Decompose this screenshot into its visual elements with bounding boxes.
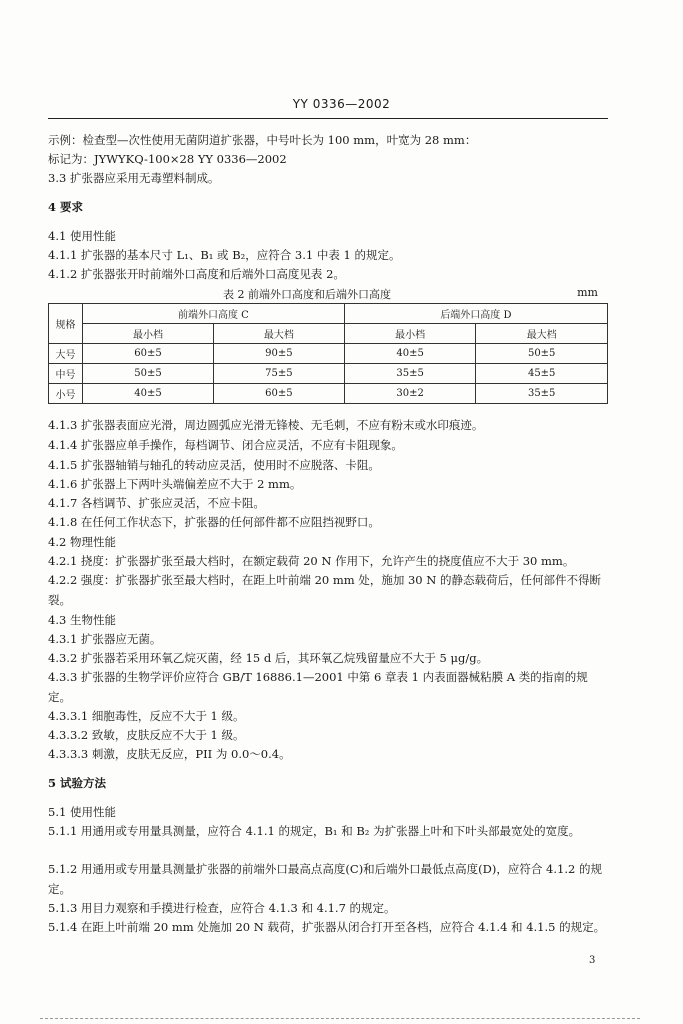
clause-5-1: 5.1 使用性能 bbox=[48, 805, 116, 819]
clause-4-2-1: 4.2.1 挠度：扩张器扩张至最大档时，在额定载荷 20 N 作用下，允许产生的挠度值应不大于 30 mm。 bbox=[48, 554, 575, 568]
table-cell: 60±5 bbox=[83, 344, 214, 364]
table-subheader: 最小档 bbox=[344, 324, 476, 344]
table-subheader: 最大档 bbox=[476, 324, 608, 344]
table-cell: 50±5 bbox=[83, 364, 214, 384]
clause-4-3-3-2: 4.3.3.2 致敏，皮肤反应不大于 1 级。 bbox=[48, 728, 245, 742]
table-subheader: 最大档 bbox=[213, 324, 344, 344]
table-cell: 40±5 bbox=[344, 344, 476, 364]
clause-4-1-4: 4.1.4 扩张器应单手操作，每档调节、闭合应灵活，不应有卡阻现象。 bbox=[48, 438, 403, 452]
standard-header: YY 0336—2002 bbox=[292, 97, 391, 111]
clause-4-1-8: 4.1.8 在任何工作状态下，扩张器的任何部件都不应阻挡视野口。 bbox=[48, 515, 380, 529]
table-cell: 30±2 bbox=[344, 384, 476, 404]
clause-4-2-2: 4.2.2 强度：扩张器扩张至最大档时，在距上叶前端 20 mm 处，施加 30 N 的静态载荷后，任何部件不得断裂。 bbox=[48, 573, 601, 607]
clause-5-1-2: 5.1.2 用通用或专用量具测量扩张器的前端外口最高点高度(C)和后端外口最低点高度(D)，应符合 4.1.2 的规定。 bbox=[48, 862, 602, 896]
clause-4-3-2: 4.3.2 扩张器若采用环氧乙烷灭菌，经 15 d 后，其环氧乙烷残留量应不大于 5 μg/g。 bbox=[48, 651, 489, 665]
clause-4-1-7: 4.1.7 各档调节、扩张应灵活，不应卡阻。 bbox=[48, 496, 265, 510]
table-cell: 35±5 bbox=[344, 364, 476, 384]
table-row-label: 中号 bbox=[49, 364, 83, 384]
table-cell: 75±5 bbox=[213, 364, 344, 384]
section-5-heading: 5 试验方法 bbox=[48, 776, 107, 790]
table-header-front: 前端外口高度 C bbox=[83, 304, 345, 324]
table-row bbox=[49, 364, 608, 384]
clause-4-3-3-3: 4.3.3.3 刺激，皮肤无反应，PII 为 0.0～0.4。 bbox=[48, 747, 291, 761]
clause-4-1: 4.1 使用性能 bbox=[48, 229, 116, 243]
table-header-spec: 规格 bbox=[49, 304, 83, 344]
table-cell: 45±5 bbox=[476, 364, 608, 384]
table-cell: 40±5 bbox=[83, 384, 214, 404]
table-row bbox=[49, 344, 608, 364]
table-header-rear: 后端外口高度 D bbox=[344, 304, 607, 324]
clause-4-3-3: 4.3.3 扩张器的生物学评价应符合 GB/T 16886.1—2001 中第 6 章表 1 内表面器械粘膜 A 类的指南的规定。 bbox=[48, 670, 588, 704]
clause-5-1-3: 5.1.3 用目力观察和手摸进行检查，应符合 4.1.3 和 4.1.7 的规定。 bbox=[48, 901, 396, 915]
clause-4-1-6: 4.1.6 扩张器上下两叶头端偏差应不大于 2 mm。 bbox=[48, 477, 302, 491]
clause-5-1-1: 5.1.1 用通用或专用量具测量，应符合 4.1.1 的规定，B₁ 和 B₂ 为扩张器上叶和下叶头部最宽处的宽度。 bbox=[48, 824, 581, 838]
section-4-heading: 4 要求 bbox=[48, 200, 84, 214]
scan-edge-rule bbox=[40, 1018, 640, 1019]
clause-4-1-2: 4.1.2 扩张器张开时前端外口高度和后端外口高度见表 2。 bbox=[48, 267, 345, 281]
page-number: 3 bbox=[589, 955, 596, 966]
height-table bbox=[48, 303, 608, 404]
table-cell: 50±5 bbox=[476, 344, 608, 364]
table-unit: mm bbox=[577, 286, 598, 299]
table-row bbox=[49, 384, 608, 404]
clause-5-1-4: 5.1.4 在距上叶前端 20 mm 处施加 20 N 载荷，扩张器从闭合打开至各档，应符合 4.1.4 和 4.1.5 的规定。 bbox=[48, 920, 606, 934]
table-subheader: 最小档 bbox=[83, 324, 214, 344]
table-cell: 60±5 bbox=[213, 384, 344, 404]
header-rule bbox=[48, 118, 608, 119]
clause-4-3-3-1: 4.3.3.1 细胞毒性，反应不大于 1 级。 bbox=[48, 709, 245, 723]
example-line: 示例：检查型—次性使用无菌阴道扩张器，中号叶长为 100 mm，叶宽为 28 mm： bbox=[48, 133, 477, 147]
clause-4-3-1: 4.3.1 扩张器应无菌。 bbox=[48, 632, 162, 646]
mark-line: 标记为：JYWYKQ-100×28 YY 0336—2002 bbox=[48, 152, 287, 166]
table-cell: 35±5 bbox=[476, 384, 608, 404]
clause-4-1-5: 4.1.5 扩张器轴销与轴孔的转动应灵活，使用时不应脱落、卡阻。 bbox=[48, 458, 380, 472]
clause-4-3: 4.3 生物性能 bbox=[48, 613, 116, 627]
table-row-label: 小号 bbox=[49, 384, 83, 404]
clause-4-1-3: 4.1.3 扩张器表面应光滑，周边圆弧应光滑无锋棱、无毛刺，不应有粉末或水印痕迹。 bbox=[48, 418, 484, 432]
table-row-label: 大号 bbox=[49, 344, 83, 364]
clause-4-2: 4.2 物理性能 bbox=[48, 535, 116, 549]
clause-3-3: 3.3 扩张器应采用无毒塑料制成。 bbox=[48, 171, 220, 185]
table-cell: 90±5 bbox=[213, 344, 344, 364]
clause-4-1-1: 4.1.1 扩张器的基本尺寸 L₁、B₁ 或 B₂，应符合 3.1 中表 1 的规定。 bbox=[48, 248, 401, 262]
table-caption: 表 2 前端外口高度和后端外口高度 bbox=[223, 288, 391, 301]
